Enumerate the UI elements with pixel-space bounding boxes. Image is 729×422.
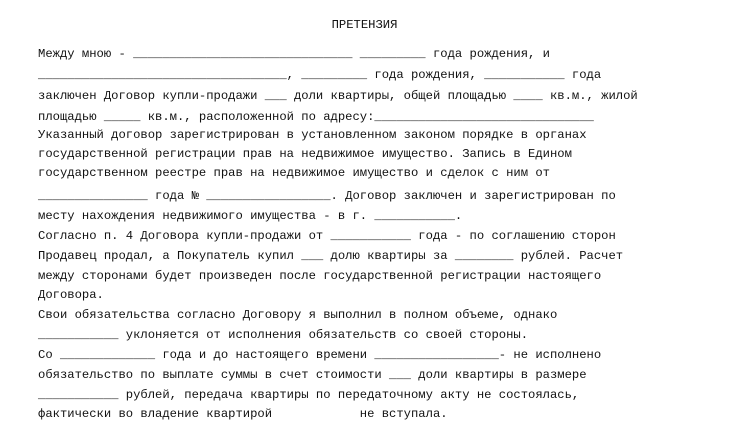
document-title: ПРЕТЕНЗИЯ xyxy=(331,18,398,32)
text-line: государственной регистрации прав на недвижимое имущество. Запись в Едином xyxy=(38,147,572,161)
text-line: Со _____________ года и до настоящего времени _________________- не исполнено xyxy=(38,348,602,362)
text-line: площадью _____ кв.м., расположенной по адресу:______________________________ xyxy=(38,110,594,124)
text-line: Между мною - ______________________________ _________ года рождения, и xyxy=(38,47,550,61)
text-line: Продавец продал, а Покупатель купил ___ долю квартиры за ________ рублей. Расчет xyxy=(38,249,624,263)
text-line: ___________ рублей, передача квартиры по передаточному акту не состоялась, xyxy=(38,388,580,402)
text-line: ___________ уклоняется от исполнения обязательств со своей стороны. xyxy=(38,328,529,342)
text-line: Договора. xyxy=(38,288,104,302)
text-line: фактически во владение квартирой не вступала. xyxy=(38,407,448,421)
text-line: Свои обязательства согласно Договору я выполнил в полном объеме, однако xyxy=(38,308,558,322)
text-line: заключен Договор купли-продажи ___ доли квартиры, общей площадью ____ кв.м., жилой xyxy=(38,89,638,103)
text-line: между сторонами будет произведен после государственной регистрации настоящего xyxy=(38,269,602,283)
text-line: государственном реестре прав на недвижимое имущество и сделок с ним от xyxy=(38,166,550,180)
text-line: _______________ года № _________________. Договор заключен и зарегистрирован по xyxy=(38,189,616,203)
text-line: Согласно п. 4 Договора купли-продажи от ___________ года - по соглашению сторон xyxy=(38,229,616,243)
text-line: обязательство по выплате суммы в счет стоимости ___ доли квартиры в размере xyxy=(38,368,587,382)
text-line: Указанный договор зарегистрирован в установленном законом порядке в органах xyxy=(38,128,587,142)
text-line: месту нахождения недвижимого имущества - в г. ___________. xyxy=(38,209,463,223)
text-line: __________________________________, _________ года рождения, ___________ года xyxy=(38,68,602,82)
